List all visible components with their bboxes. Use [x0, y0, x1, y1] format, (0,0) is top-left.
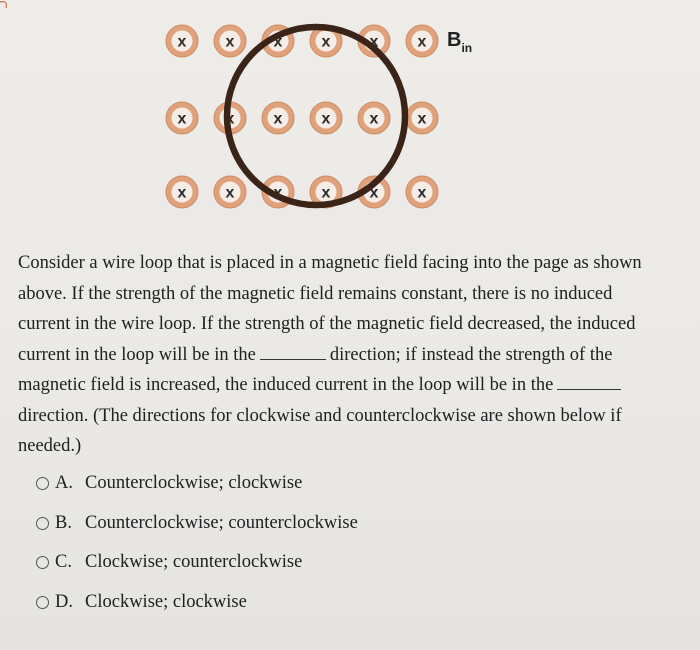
option-text: Clockwise; counterclockwise — [85, 552, 303, 573]
field-into-page-icon — [166, 102, 198, 134]
field-symbol: x — [225, 110, 235, 128]
field-label-sub: in — [461, 41, 473, 55]
field-into-page-icon — [406, 176, 438, 208]
field-symbol: x — [417, 110, 427, 128]
option-a[interactable] — [36, 464, 358, 504]
option-text: Counterclockwise; counterclockwise — [85, 512, 358, 533]
field-into-page-icon — [406, 25, 438, 57]
corner-mark — [0, 0, 12, 18]
field-symbols — [166, 25, 438, 208]
field-symbol: x — [417, 33, 427, 51]
field-into-page-icon — [310, 102, 342, 134]
option-letter: B. — [55, 512, 72, 533]
field-label-main: B — [447, 29, 462, 51]
radio-a[interactable] — [36, 477, 49, 490]
field-symbol: x — [321, 33, 331, 51]
field-label — [447, 29, 472, 55]
radio-c[interactable] — [36, 556, 49, 569]
option-letter: C. — [55, 552, 72, 573]
option-b[interactable] — [36, 504, 358, 544]
field-symbol: x — [321, 184, 331, 202]
option-d[interactable] — [36, 583, 358, 623]
field-symbol: x — [369, 33, 379, 51]
question-part-1: Consider a wire loop that is placed in a magnetic field facing into the page as shown above. If the strength of the magnetic field remains constant, there is no induced current in the wire loop. If the strength of the magnetic field decreased, the induced current in the loop will be in the — [18, 253, 642, 365]
field-symbol: x — [417, 184, 427, 202]
field-into-page-icon — [214, 176, 246, 208]
field-symbol: x — [369, 110, 379, 128]
field-into-page-icon — [166, 25, 198, 57]
field-symbol: x — [273, 110, 283, 128]
field-symbol: x — [273, 184, 283, 202]
field-into-page-icon — [406, 102, 438, 134]
option-text: Counterclockwise; clockwise — [85, 473, 303, 494]
field-symbol: x — [177, 184, 187, 202]
answer-blank-1 — [260, 358, 326, 360]
field-symbol: x — [177, 110, 187, 128]
answer-options — [36, 464, 358, 622]
field-symbol: x — [225, 184, 235, 202]
field-into-page-icon — [358, 102, 390, 134]
field-into-page-icon — [262, 102, 294, 134]
field-symbol: x — [321, 110, 331, 128]
question-text — [18, 248, 648, 462]
field-symbol: x — [273, 33, 283, 51]
radio-d[interactable] — [36, 596, 49, 609]
option-text: Clockwise; clockwise — [85, 591, 247, 612]
field-symbol: x — [225, 33, 235, 51]
field-into-page-icon — [214, 25, 246, 57]
option-c[interactable] — [36, 543, 358, 583]
question-part-3: direction. (The directions for clockwise and counterclockwise are shown below if needed.) — [18, 405, 622, 456]
option-letter: D. — [55, 591, 73, 612]
field-into-page-icon — [166, 176, 198, 208]
field-symbol: x — [177, 33, 187, 51]
option-letter: A. — [55, 473, 73, 494]
magnetic-field-diagram — [0, 0, 700, 240]
radio-b[interactable] — [36, 517, 49, 530]
question-part-2: direction; if instead the strength of the magnetic field is increased, the induced current in the loop will be in the — [18, 344, 613, 395]
answer-blank-2 — [557, 388, 621, 390]
field-symbol: x — [369, 184, 379, 202]
